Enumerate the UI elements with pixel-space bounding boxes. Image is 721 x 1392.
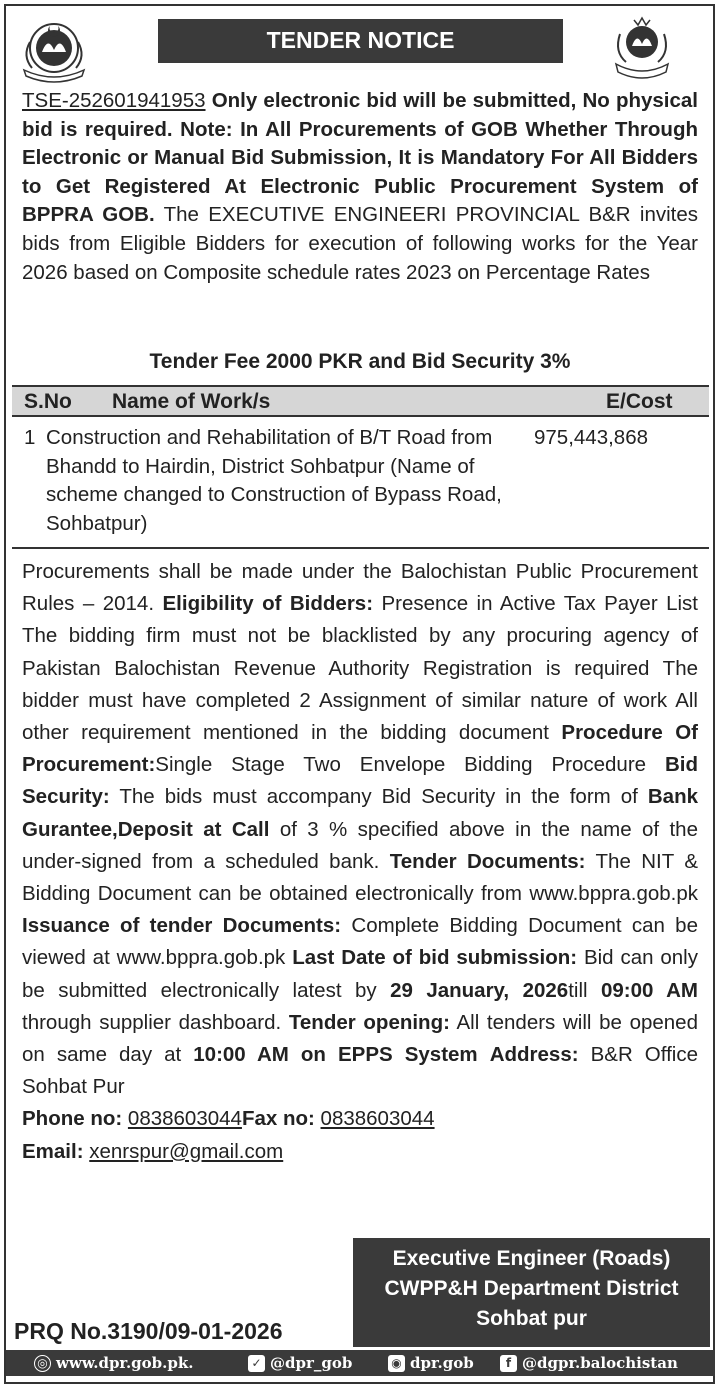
tender-opening-label: Tender opening: — [288, 1010, 450, 1034]
footer-website[interactable] — [34, 1354, 193, 1372]
last-date-text: Bid can only be submitted electronically latest by — [22, 946, 698, 1002]
website-text: www.dpr.gob.pk. — [56, 1354, 194, 1372]
last-date-value: 29 January, 2026 — [390, 978, 569, 1002]
address-label: Address: — [489, 1043, 579, 1067]
prq-number: PRQ No.3190/09-01-2026 — [14, 1318, 283, 1344]
dgpr-emblem-logo — [604, 12, 680, 88]
electronic-bid-notice: Only electronic bid will be submitted, No physical bid is required. Note: In All Procurements of GOB Whether Through Electronic or Manual Bid Submission, It is Mandatory For All Bidders to Get Registered At Electronic Public Procurement System of BPPRA GOB. — [22, 89, 698, 227]
row-work-name: Construction and Rehabilitation of B/T Road from Bhandd to Hairdin, District Sohbatpur (Name of scheme changed to Construction of Bypass Road, Sohbatpur) — [46, 426, 502, 535]
row-sno: 1 — [24, 426, 36, 449]
phone-label: Phone no: — [22, 1107, 123, 1131]
tender-opening-time: 10:00 AM on EPPS System — [193, 1043, 478, 1067]
fax-number[interactable]: 0838603044 — [320, 1107, 435, 1131]
government-emblem-logo — [16, 12, 92, 88]
issuance-text: Complete Bidding Document can be viewed at www.bppra.gob.pk — [22, 914, 698, 970]
last-time-value: 09:00 AM — [601, 978, 698, 1002]
procedure-label: Procedure Of Procurement: — [22, 721, 698, 777]
instagram-text: dpr.gob — [410, 1354, 474, 1372]
signature-block — [353, 1238, 710, 1347]
signature-line-2: CWPP&H Department District — [384, 1277, 679, 1300]
eligibility-label: Eligibility of Bidders: — [162, 592, 374, 616]
tender-documents-text: The NIT & Bidding Document can be obtained electronically from www.bppra.gob.pk — [22, 849, 698, 906]
email-link[interactable]: xenrspur@gmail.com — [89, 1139, 284, 1163]
tender-documents-label: Tender Documents: — [389, 849, 586, 873]
signature-line-3: Sohbat pur — [476, 1307, 587, 1330]
last-date-tail: through supplier dashboard. — [22, 1010, 282, 1034]
procedure-text: Single Stage Two Envelope Bidding Procedure — [155, 753, 647, 777]
footer-facebook[interactable] — [500, 1354, 678, 1372]
last-date-label: Last Date of bid submission: — [292, 946, 578, 970]
globe-icon: ◎ — [34, 1355, 51, 1372]
header-name-of-work: Name of Work/s — [112, 390, 271, 413]
procurement-details — [22, 556, 698, 1168]
header-sno: S.No — [24, 390, 72, 413]
intro-paragraph — [22, 87, 698, 287]
rules-text: Procurements shall be made under the Balochistan Public Procurement Rules – 2014. — [22, 560, 698, 616]
facebook-icon: f — [500, 1355, 517, 1372]
email-label: Email: — [22, 1139, 84, 1163]
divider — [12, 547, 709, 549]
header-estimated-cost: E/Cost — [606, 390, 673, 413]
works-table-header — [12, 385, 709, 417]
tender-opening-text: All tenders will be opened on same day at — [22, 1010, 698, 1067]
footer-bar — [6, 1350, 715, 1376]
fax-label: Fax no: — [241, 1107, 315, 1131]
facebook-text: @dgpr.balochistan — [522, 1354, 678, 1372]
bid-security-text: The bids must accompany Bid Security in the form of — [119, 785, 638, 809]
instagram-icon: ◉ — [388, 1355, 405, 1372]
phone-number[interactable]: 0838603044 — [127, 1107, 242, 1131]
till-text: till — [568, 978, 588, 1002]
address-text: B&R Office Sohbat Pur — [22, 1043, 698, 1099]
page-title: TENDER NOTICE — [158, 19, 563, 63]
tender-reference: TSE-252601941953 — [22, 89, 206, 112]
tender-fee: Tender Fee 2000 PKR and Bid Security 3% — [149, 350, 571, 373]
footer-twitter[interactable] — [248, 1354, 352, 1372]
table-row — [12, 424, 709, 544]
signature-line-1: Executive Engineer (Roads) — [392, 1247, 671, 1270]
intro-text: The EXECUTIVE ENGINEERI PROVINCIAL B&R invites bids from Eligible Bidders for execution of following works for the Year 2026 based on Composite schedule rates 2023 on Percentage Rates — [22, 203, 699, 284]
eligibility-text: Presence in Active Tax Payer List The bidding firm must not be blacklisted by any procuring agency of Pakistan Balochistan Revenue Authority Registration is required The bidder must have completed 2 Assignment of similar nature of work All other requirement mentioned in the bidding document — [22, 592, 699, 745]
bank-guarantee-text: of 3 % specified above in the name of the under-signed from a scheduled bank. — [22, 817, 698, 873]
bid-security-label: Bid Security: — [22, 753, 699, 809]
footer-instagram[interactable] — [388, 1354, 474, 1372]
issuance-label: Issuance of tender Documents: — [22, 914, 342, 938]
bank-guarantee-label: Bank Gurantee,Deposit at Call — [22, 785, 698, 841]
row-estimated-cost: 975,443,868 — [534, 426, 649, 449]
twitter-icon: ✓ — [248, 1355, 265, 1372]
twitter-text: @dpr_gob — [270, 1354, 353, 1372]
